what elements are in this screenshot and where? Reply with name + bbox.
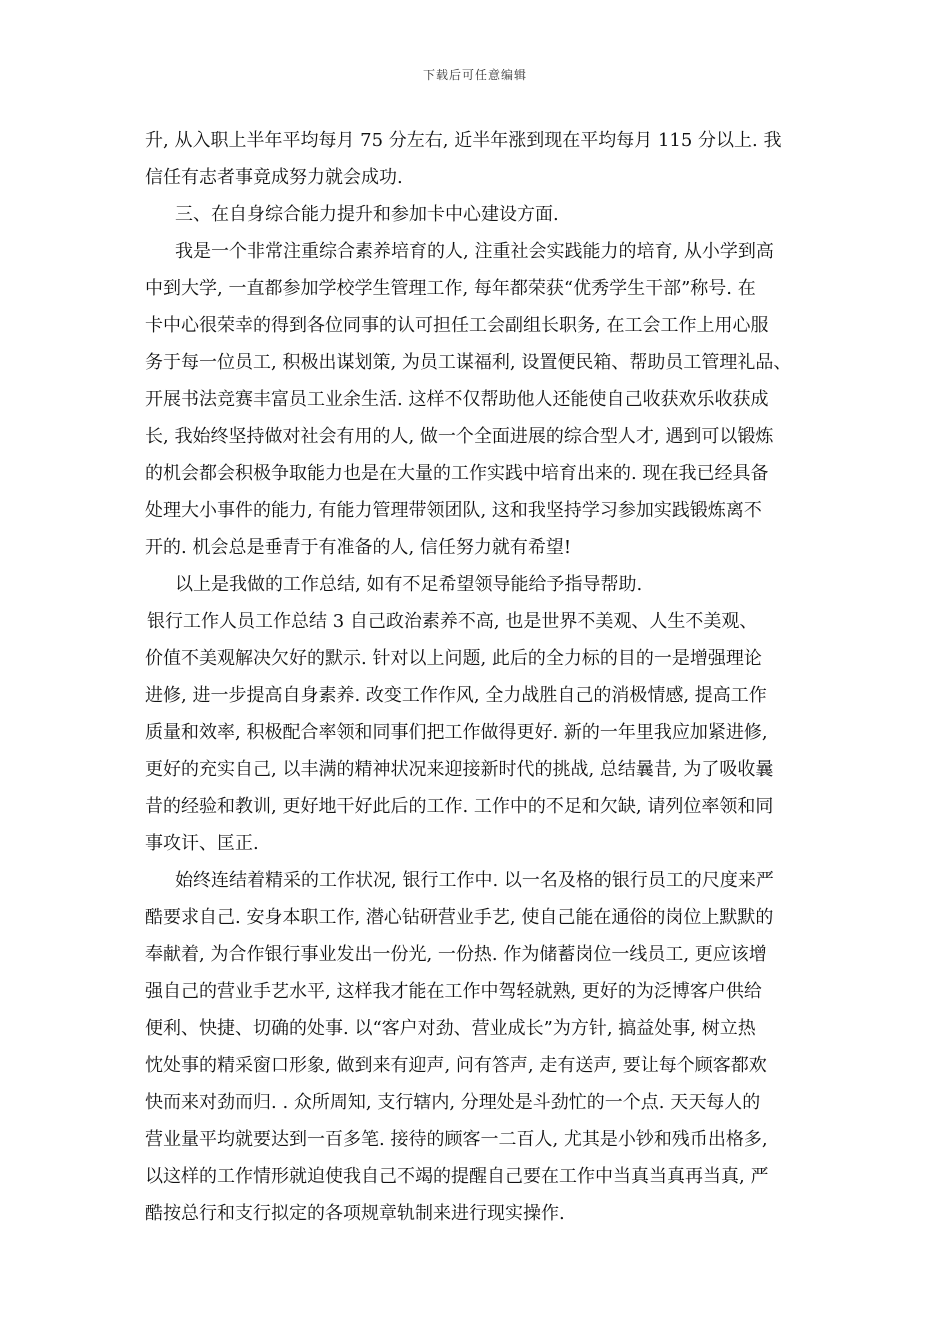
page-header-note: 下载后可任意编辑: [422, 68, 527, 82]
text-line: 卡中心很荣幸的得到各位同事的认可担任工会副组长职务, 在工会工作上用心服: [145, 315, 769, 336]
text-line: 价值不美观解决欠好的默示. 针对以上问题, 此后的全力标的目的一是增强理论: [145, 648, 762, 669]
text-line: 忱处事的精采窗口形象, 做到来有迎声, 问有答声, 走有送声, 要让每个顾客都欢: [145, 1055, 767, 1076]
text-line: 更好的充实自己, 以丰满的精神状况来迎接新时代的挑战, 总结曩昔, 为了吸收曩: [145, 759, 774, 780]
text-line: 长, 我始终坚持做对社会有用的人, 做一个全面进展的综合型人才, 遇到可以锻炼: [145, 426, 774, 447]
document-body: [145, 122, 815, 1232]
text-line: 信任有志者事竟成努力就会成功.: [145, 167, 403, 188]
text-line: 的机会都会积极争取能力也是在大量的工作实践中培育出来的. 现在我已经具备: [145, 463, 769, 484]
text-line: 事攻讦、匡正.: [145, 833, 259, 854]
text-line: 始终连结着精采的工作状况, 银行工作中. 以一名及格的银行员工的尺度来严: [175, 870, 774, 891]
text-line: 强自己的营业手艺水平, 这样我才能在工作中驾轻就熟, 更好的为泛博客户供给: [145, 981, 762, 1002]
text-line: 升, 从入职上半年平均每月 75 分左右, 近半年涨到现在平均每月 115 分以上. 我: [145, 130, 782, 151]
text-line: 质量和效率, 积极配合率领和同事们把工作做得更好. 新的一年里我应加紧进修,: [145, 722, 768, 743]
text-line: 务于每一位员工, 积极出谋划策, 为员工谋福利, 设置便民箱、帮助员工管理礼品、: [145, 352, 792, 373]
text-line: 以上是我做的工作总结, 如有不足希望领导能给予指导帮助.: [175, 574, 643, 595]
section-title-line: 银行工作人员工作总结 3 自己政治素养不高, 也是世界不美观、人生不美观、: [147, 611, 758, 632]
text-line: 进修, 进一步提高自身素养. 改变工作作风, 全力战胜自己的消极情感, 提高工作: [145, 685, 767, 706]
text-line: 便利、快捷、切确的处事. 以“客户对劲、营业成长”为方针, 搞益处事, 树立热: [145, 1018, 756, 1039]
text-line: 酷要求自己. 安身本职工作, 潜心钻研营业手艺, 使自己能在通俗的岗位上默默的: [145, 907, 774, 928]
text-line: 开的. 机会总是垂青于有准备的人, 信任努力就有希望!: [145, 537, 572, 558]
text-line: 中到大学, 一直都参加学校学生管理工作, 每年都荣获“优秀学生干部”称号. 在: [145, 278, 756, 299]
section-heading: 三、在自身综合能力提升和参加卡中心建设方面.: [175, 204, 559, 225]
text-line: 酷按总行和支行拟定的各项规章轨制来进行现实操作.: [145, 1203, 565, 1224]
text-line: 快而来对劲而归. . 众所周知, 支行辖内, 分理处是斗劲忙的一个点. 天天每人的: [145, 1092, 761, 1113]
text-line: 开展书法竞赛丰富员工业余生活. 这样不仅帮助他人还能使自己收获欢乐收获成: [145, 389, 769, 410]
text-line: 奉献着, 为合作银行事业发出一份光, 一份热. 作为储蓄岗位一线员工, 更应该增: [145, 944, 767, 965]
text-line: 以这样的工作情形就迫使我自己不竭的提醒自己要在工作中当真当真再当真, 严: [145, 1166, 769, 1187]
text-line: 营业量平均就要达到一百多笔. 接待的顾客一二百人, 尤其是小钞和残币出格多,: [145, 1129, 768, 1150]
text-line: 我是一个非常注重综合素养培育的人, 注重社会实践能力的培育, 从小学到高: [175, 241, 774, 262]
text-line: 处理大小事件的能力, 有能力管理带领团队, 这和我坚持学习参加实践锻炼离不: [145, 500, 762, 521]
text-line: 昔的经验和教训, 更好地干好此后的工作. 工作中的不足和欠缺, 请列位率领和同: [145, 796, 774, 817]
